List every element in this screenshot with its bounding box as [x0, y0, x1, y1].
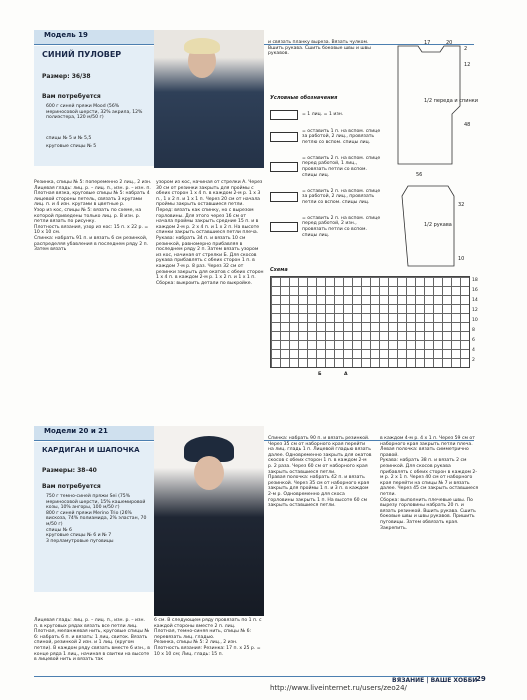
legend-row: = оставить 1 п. на вспом. спице за работой, 2 лиц., провязать петлю со вспом. спицы лиц. — [270, 122, 382, 152]
svg-text:1/2 рукава: 1/2 рукава — [424, 222, 452, 228]
svg-text:12: 12 — [464, 62, 471, 68]
svg-text:32: 32 — [458, 202, 465, 208]
legend — [270, 108, 382, 242]
model2021-photo — [154, 426, 264, 616]
legend-row: = оставить 2 п. на вспом. спице за работой, 2 лиц., провязать петли со вспом. спицы лиц. — [270, 182, 382, 212]
model19-size: Размер: 36/38 — [42, 73, 91, 80]
model2021-col4: в каждом 4-м р. 4 х 1 п. Через 59 см от наборного края закрыть петли плеча. Левая полочка: вязать симметрично правой. Рукава: набрать 38 п. и вязать 2 см резинкой. Для скосов рукава прибавлять с обеих сторон в каждом 2-м р. 2 х 1 п. Через 40 см от наборного края перейти на спицы № 7 и вязать далее. Через 45 см закрыть оставшиеся петли. Сборка: выполнить плечевые швы. По вырезу горловины набрать 20 п. и вязать резинкой. Вшить рукава. Сшить боковые швы и швы рукавов. Пришить пуговицы. Затем обвязать края. Закрепить. — [380, 436, 479, 531]
model19-header: Модель 19 — [44, 31, 88, 39]
model2021-needs-title: Вам потребуется — [42, 483, 101, 490]
legend-row: = 1 лиц. = 1 изн. — [270, 108, 382, 122]
chart-label: Схема — [270, 267, 288, 273]
chart-row-numbers: 18 16 14 12 10 8 6 4 2 — [472, 278, 478, 363]
model19-col1: Резинка, спицы № 5: попеременно 2 лиц., 2 изн. Лицевая гладь: лиц. р. – лиц. п., изн. р. – изн. п. Плотная вязка, круговые спицы № 5: набрать 4 лицевой стороны петель, связать 3 кругами лиц. п. и 4 изн. кругами в цветные р. Узор из кос, спицы № 5: вязать по схеме, на которой приведены только лиц. р. В изн. р. петли вязать по рисунку. Плотность вязания, узор из кос: 15 п. х 22 р. = 10 х 10 см. Спинка: набрать 91 п. и вязать 6 см резинкой, распределяя убавления в последнем ряду 2 п. Затем вязать — [34, 180, 152, 253]
chart-arrow-b: Б — [318, 372, 322, 377]
page-number: 29 — [476, 675, 486, 683]
model2021-needs: 750 г темно-синей пряжи Sei (75% мериносовой шерсти, 15% кашемировой козы, 10% ангоры, 100 м/50 г) 800 г синей пряжи Merino Trio (26% вискоза, 74% полиамида, 2% эластан, 70 м/50 г) спицы № 6 круговые спицы № 6 и № 7 3 перламутровые пуговицы — [46, 494, 147, 544]
chart-arrow-a: А — [344, 372, 348, 377]
svg-text:2: 2 — [464, 46, 468, 52]
model2021-col1: Лицевая гладь: лиц. р. – лиц. п., изн. р. – изн. п. в круговых рядах вязать все петли лиц. Плотная, меланжевая нить, круговые спицы № 6: набрать 6 п. и вязать: 1 лиц. свиток. Вязать спиной, резинкой 2 изн. и 1 лиц. (кругом петли). В каждом ряду связать вместе 6 изн., в конце ряда 1 лиц., начиная в свитки на высоте в лицевой нить и вязать так — [34, 618, 150, 663]
svg-text:10: 10 — [458, 256, 465, 262]
model2021-header: Модели 20 и 21 — [44, 427, 108, 435]
footer-brand: ВЯЗАНИЕ | ВАШЕ ХОББИ — [392, 677, 478, 684]
model19-needs-title: Вам потребуется — [42, 93, 101, 100]
footer-url-link[interactable]: http://www.liveinternet.ru/users/zeo24/ — [270, 684, 407, 692]
model19-title: СИНИЙ ПУЛОВЕР — [42, 50, 122, 59]
cable-symbol-icon — [270, 222, 298, 232]
stitch-chart — [270, 276, 470, 368]
cable-symbol-icon — [270, 192, 298, 202]
model19-needs-3: круговые спицы № 5 — [46, 144, 97, 149]
model2021-title: КАРДИГАН И ШАПОЧКА — [42, 446, 140, 454]
model2021-col3: Спинка: набрать 90 п. и вязать резинкой. Через 35 см от наборного края перейти на лиц. гладь 1 п. Лицевой гладью вязать далее. Одновременно закрыть для окатов скосов с обеих сторон 1 п. в каждом 2-м р. 2 раза. Через 60 см от наборного края закрыть оставшиеся петли. Правая полочка: набрать 42 п. и вязать резинкой. Через 35 см от наборного края закрыть для проймы 1 п. и 3 п. в каждом 2-м р. Одновременно для скоса горловины закрыть 1 п. На высоте 60 см закрыть оставшиеся петли. — [268, 436, 372, 509]
legend-row: = оставить 2 п. на вспом. спице перед работой, 1 лиц., провязать петли со вспом. спицы лиц. — [270, 152, 382, 182]
svg-text:48: 48 — [464, 122, 471, 128]
model19-col3: и связать планку выреза. Вязать чулком. Вшить рукава. Сшить боковые швы и швы рукавов. — [268, 40, 373, 57]
legend-title: Условные обозначения — [270, 95, 338, 101]
model19-col2: узором из кос, начиная от стрелки А. Через 30 см от резинки закрыть для проймы с обеих сторон 1 х 4 п. в каждом 2-м р. 1 х 3 п., 1 х 2 п. и 1 х 1 п. Через 20 см от начала проймы закрыть оставшиеся петли. Перед: вязать как спинку, но с вырезом горловины. Для этого через 16 см от начала проймы закрыть средние 15 п. и в каждом 2-м р. 2 х 4 п. и 1 х 2 п. На высоте спинки закрыть оставшиеся петли плеча. Рукава: набрать 34 п. и вязать 10 см резинкой, равномерно прибавляя в последнем ряду 2 п. Затем вязать узором из кос, начиная от стрелки Б. Для скосов рукава прибавлять с обеих сторон 1 п. в каждом 7-м р. 8 раз. Через 32 см от резинки закрыть для окатов с обеих сторон 1 х 4 п. в каждом 2-м р. 1 х 2 п. и 1 х 1 п. Сборка: выкроить детали по выкройке. — [156, 180, 264, 286]
svg-text:17: 17 — [424, 40, 431, 46]
model2021-size: Размеры: 38–40 — [42, 467, 97, 474]
photo-face — [194, 456, 224, 490]
svg-text:1/2 переда и спинки: 1/2 переда и спинки — [424, 98, 478, 104]
sweater-schematic — [388, 36, 484, 276]
model2021-col2: 6 см. В следующем ряду провязать по 1 п. с каждой стороны вместе 2 п. лиц. Плотная, темно-синяя нить, спицы № 6: перевязать лиц. гладью. Резинка, спицы № 5: 2 лиц., 2 изн. Плотность вязания: Резинка: 17 п. х 25 р. = 10 х 10 см; Лиц. гладь: 15 п. — [154, 618, 262, 657]
cable-symbol-icon — [270, 132, 298, 142]
model19-photo — [154, 30, 264, 168]
legend-row: = оставить 2 п. на вспом. спице перед работой, 2 изн., провязать петли со вспом. спицы лиц. — [270, 212, 382, 242]
model19-needs-1: 600 г синей пряжи Mood (56% мериносовой шерсти, 32% акрила, 12% полиэстера, 120 м/50 г) — [46, 104, 144, 121]
stitch-symbol-icon — [270, 110, 298, 120]
svg-text:20: 20 — [446, 40, 453, 46]
cable-symbol-icon — [270, 162, 298, 172]
svg-text:56: 56 — [416, 172, 423, 178]
model19-needs-2: спицы № 5 и № 5,5 — [46, 136, 92, 141]
photo-hair — [184, 38, 220, 54]
